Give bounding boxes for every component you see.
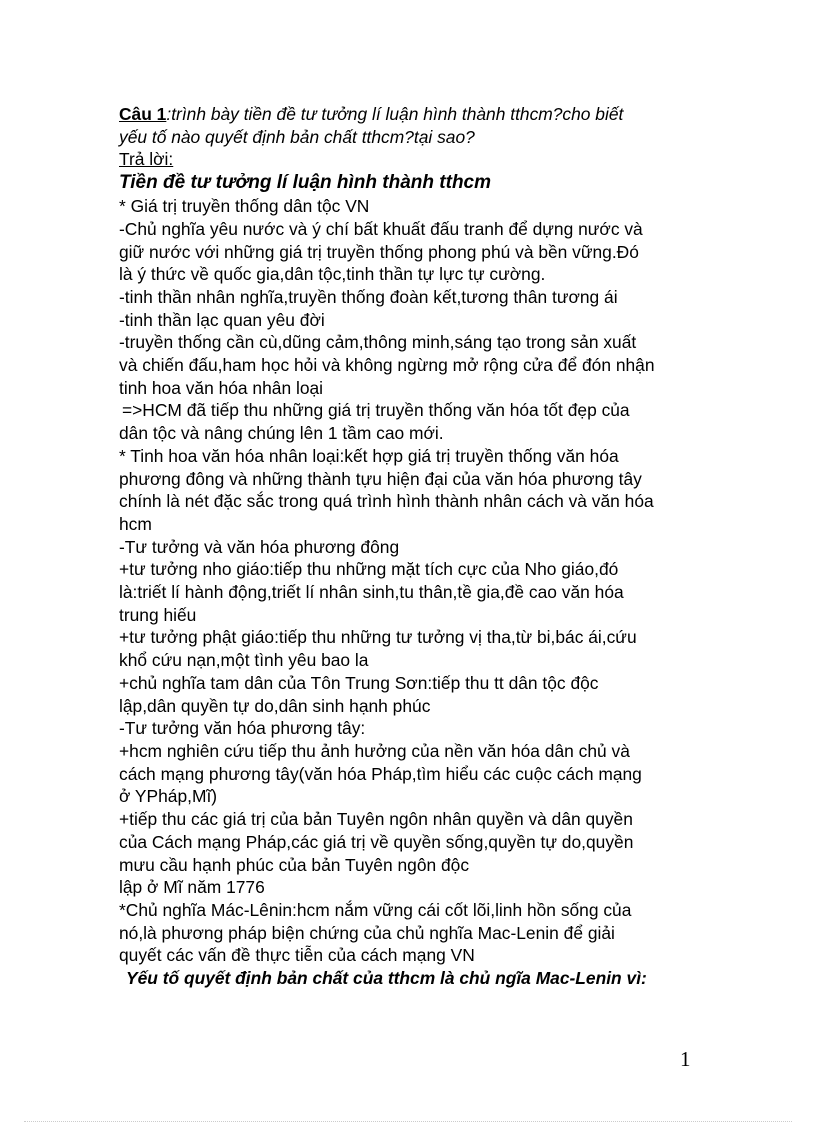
paragraph-line: * Giá trị truyền thống dân tộc VN <box>119 196 370 217</box>
paragraph-line: +tiếp thu các giá trị của bản Tuyên ngôn nhân quyền và dân quyền <box>119 809 633 830</box>
answer-label: Trả lời: <box>119 149 174 170</box>
paragraph-line: của Cách mạng Pháp,các giá trị về quyền sống,quyền tự do,quyền <box>119 831 634 852</box>
paragraph-line: là ý thức về quốc gia,dân tộc,tinh thần tự lực tự cường. <box>119 264 546 285</box>
closing-heading: Yếu tố quyết định bản chất của tthcm là chủ ngĩa Mac-Lenin vì: <box>126 968 647 989</box>
paragraph-line: -Chủ nghĩa yêu nước và ý chí bất khuất đấu tranh để dựng nước và <box>119 218 643 239</box>
paragraph-line: tinh hoa văn hóa nhân loại <box>119 377 324 398</box>
page-bottom-edge <box>24 1121 792 1122</box>
paragraph-line: -Tư tưởng và văn hóa phương đông <box>119 536 400 557</box>
paragraph-line: hcm <box>119 513 152 534</box>
paragraph-line: =>HCM đã tiếp thu những giá trị truyền thống văn hóa tốt đẹp của <box>122 400 630 421</box>
paragraph-line: +tư tưởng nho giáo:tiếp thu những mặt tích cực của Nho giáo,đó <box>119 559 619 580</box>
paragraph-line: là:triết lí hành động,triết lí nhân sinh,tu thân,tề gia,đề cao văn hóa <box>119 582 624 603</box>
paragraph-line: nó,là phương pháp biện chứng của chủ nghĩa Mac-Lenin để giải <box>119 922 615 943</box>
paragraph-line: và chiến đấu,ham học hỏi và không ngừng mở rộng cửa để đón nhận <box>119 355 655 376</box>
paragraph-line: trung hiếu <box>119 604 197 625</box>
paragraph-line: phương đông và những thành tựu hiện đại của văn hóa phương tây <box>119 468 642 489</box>
paragraph-line: +chủ nghĩa tam dân của Tôn Trung Sơn:tiếp thu tt dân tộc độc <box>119 672 599 693</box>
question-text-line-1: :trình bày tiền đề tư tưởng lí luận hình thành tthcm?cho biết <box>166 104 624 124</box>
question-label: Câu 1 <box>119 104 167 124</box>
question-text-line-2: yếu tố nào quyết định bản chất tthcm?tại sao? <box>119 126 475 147</box>
page-number: 1 <box>680 1047 691 1071</box>
paragraph-line: giữ nước với những giá trị truyền thống phong phú và bền vững.Đó <box>119 241 639 262</box>
paragraph-line: * Tinh hoa văn hóa nhân loại:kết hợp giá trị truyền thống văn hóa <box>119 445 619 466</box>
paragraph-line: ở YPháp,Mĩ) <box>119 786 218 807</box>
paragraph-line: -tinh thần lạc quan yêu đời <box>119 309 325 330</box>
paragraph-line: chính là nét đặc sắc trong quá trình hình thành nhân cách và văn hóa <box>119 491 654 512</box>
question-heading <box>119 103 719 126</box>
section-heading: Tiền đề tư tưởng lí luận hình thành tthcm <box>119 172 492 194</box>
paragraph-line: *Chủ nghĩa Mác-Lênin:hcm nắm vững cái cốt lõi,linh hồn sống của <box>119 899 632 920</box>
paragraph-line: quyết các vấn đề thực tiễn của cách mạng VN <box>119 945 475 966</box>
paragraph-line: -truyền thống cần cù,dũng cảm,thông minh,sáng tạo trong sản xuất <box>119 332 637 353</box>
paragraph-line: -Tư tưởng văn hóa phương tây: <box>119 718 366 739</box>
paragraph-line: dân tộc và nâng chúng lên 1 tầm cao mới. <box>119 423 444 444</box>
paragraph-line: lập ở Mĩ năm 1776 <box>119 877 265 898</box>
paragraph-line: -tinh thần nhân nghĩa,truyền thống đoàn kết,tương thân tương ái <box>119 286 618 307</box>
paragraph-line: khổ cứu nạn,một tình yêu bao la <box>119 650 369 671</box>
paragraph-line: cách mạng phương tây(văn hóa Pháp,tìm hiểu các cuộc cách mạng <box>119 763 642 784</box>
paragraph-line: +tư tưởng phật giáo:tiếp thu những tư tưởng vị tha,từ bi,bác ái,cứu <box>119 627 637 648</box>
paragraph-line: +hcm nghiên cứu tiếp thu ảnh hưởng của nền văn hóa dân chủ và <box>119 740 630 761</box>
paragraph-line: lập,dân quyền tự do,dân sinh hạnh phúc <box>119 695 431 716</box>
paragraph-line: mưu cầu hạnh phúc của bản Tuyên ngôn độc <box>119 854 470 875</box>
document-body <box>119 103 719 990</box>
